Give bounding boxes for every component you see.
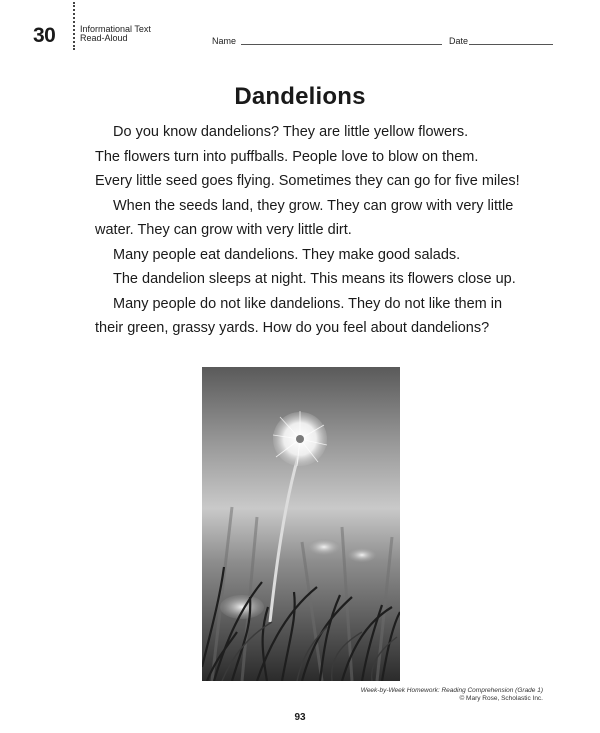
book-credit [361,687,543,703]
passage-line: Every little seed goes flying. Sometimes they can go for five miles! [95,173,520,189]
name-label: Name [212,36,237,46]
passage-line: their green, grassy yards. How do you feel about dandelions? [95,320,490,336]
date-label: Date [449,36,469,46]
name-field[interactable] [241,44,442,45]
passage-line: Do you know dandelions? They are little yellow flowers. [113,124,469,140]
passage-line: water. They can grow with very little dirt. [95,222,352,238]
copyright-notice: © Mary Rose, Scholastic Inc. [459,695,543,702]
dandelion-photo [202,367,400,681]
dotted-divider [73,2,75,50]
passage-line: Many people do not like dandelions. They do not like them in [113,295,503,312]
worksheet-header [0,0,600,56]
date-field[interactable] [469,44,553,45]
page-number: 93 [294,712,306,723]
passage-line: Many people eat dandelions. They make good salads. [113,246,461,263]
lesson-number: 30 [33,24,56,47]
category-sublabel: Read-Aloud [80,33,128,43]
passage-line: The flowers turn into puffballs. People love to blow on them. [95,148,479,165]
book-title: Week-by-Week Homework: Reading Comprehension (Grade 1) [360,687,543,694]
passage-line: When the seeds land, they grow. They can grow with very little [113,197,514,214]
page-title: Dandelions [234,83,366,110]
passage-line: The dandelion sleeps at night. This means its flowers close up. [113,271,516,287]
reading-passage [95,120,535,341]
category-label: Informational Text [80,24,151,34]
